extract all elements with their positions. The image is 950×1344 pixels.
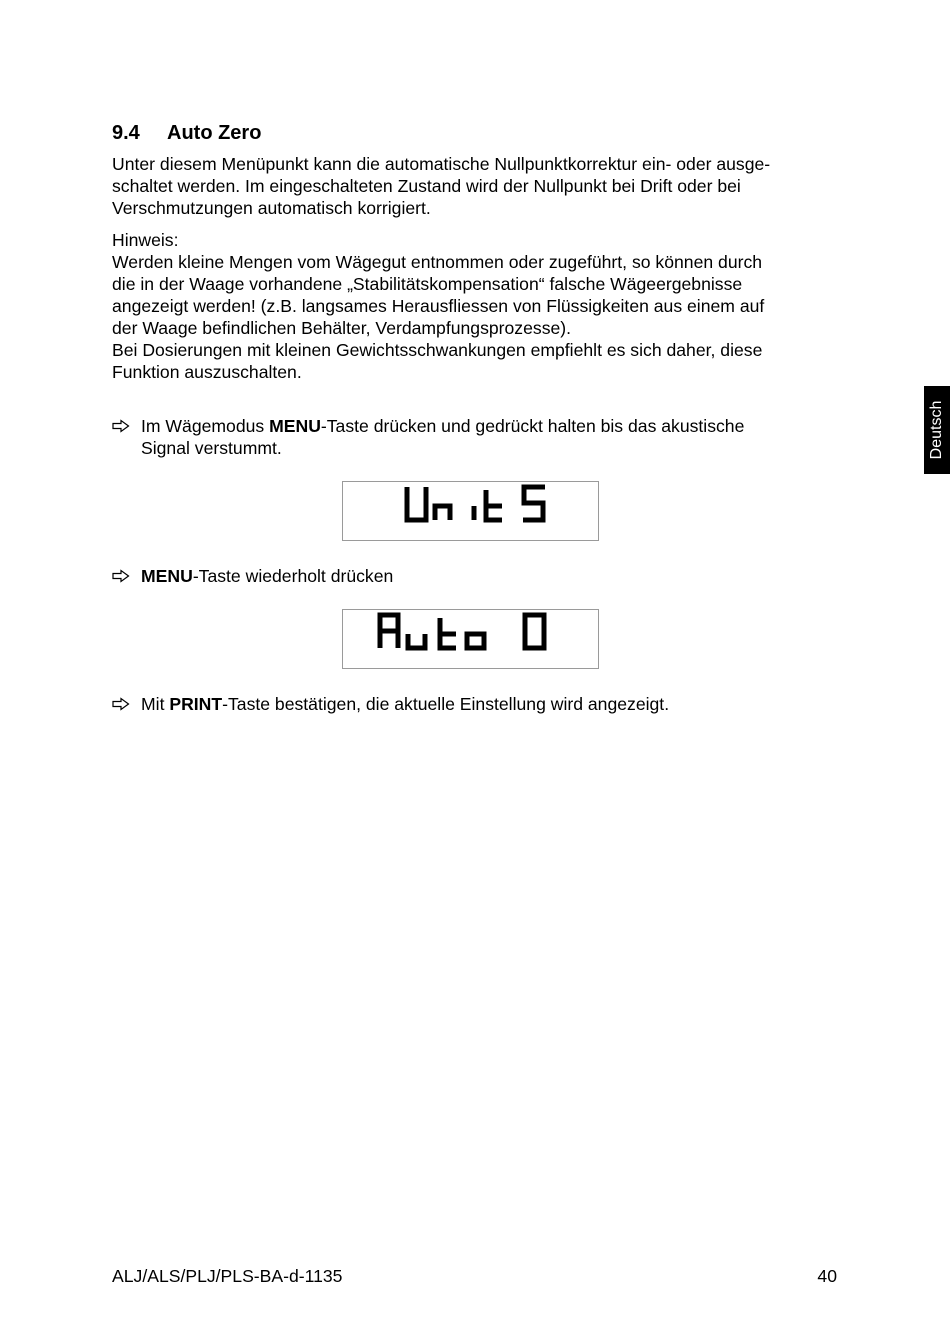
step-text: Mit PRINT-Taste bestätigen, die aktuelle Einstellung wird angezeigt. bbox=[141, 694, 670, 714]
footer-doc-id: ALJ/ALS/PLJ/PLS-BA-d-1135 bbox=[112, 1266, 343, 1286]
section-title: Auto Zero bbox=[167, 122, 262, 144]
language-tab-label: Deutsch bbox=[928, 400, 945, 460]
note-line: Funktion auszuschalten. bbox=[112, 362, 302, 382]
note-line: Werden kleine Mengen vom Wägegut entnommen oder zugeführt, so können durch bbox=[112, 252, 763, 272]
note-line: die in der Waage vorhandene „Stabilitätskompensation“ falsche Wägeergebnisse bbox=[112, 274, 743, 294]
step-3 bbox=[112, 693, 842, 715]
lcd-readout bbox=[343, 482, 598, 540]
lcd-readout bbox=[343, 610, 598, 668]
arrow-right-icon bbox=[112, 569, 130, 583]
key-menu: MENU bbox=[141, 566, 193, 586]
note-label: Hinweis: bbox=[112, 230, 179, 250]
intro-line: schaltet werden. Im eingeschalteten Zustand wird der Nullpunkt bei Drift oder bei bbox=[112, 176, 741, 196]
intro-paragraph bbox=[112, 153, 842, 219]
key-print: PRINT bbox=[169, 694, 223, 714]
section-heading bbox=[112, 122, 261, 145]
intro-line: Unter diesem Menüpunkt kann die automatische Nullpunktkorrektur ein- oder ausge- bbox=[112, 154, 771, 174]
footer-page-number: 40 bbox=[817, 1266, 837, 1286]
step-2 bbox=[112, 565, 842, 587]
lcd-display-auto-zero bbox=[342, 609, 599, 669]
lcd-display-units bbox=[342, 481, 599, 541]
note-line: Bei Dosierungen mit kleinen Gewichtsschwankungen empfiehlt es sich daher, diese bbox=[112, 340, 763, 360]
step-1 bbox=[112, 415, 842, 459]
step-text: MENU-Taste wiederholt drücken bbox=[141, 566, 394, 586]
step-text: Im Wägemodus MENU-Taste drücken und gedrückt halten bis das akustische Signal verstummt. bbox=[141, 416, 745, 458]
note-line: der Waage befindlichen Behälter, Verdampfungsprozesse). bbox=[112, 318, 572, 338]
arrow-right-icon bbox=[112, 419, 130, 433]
key-menu: MENU bbox=[269, 416, 321, 436]
arrow-right-icon bbox=[112, 697, 130, 711]
note-paragraph bbox=[112, 229, 842, 383]
intro-line: Verschmutzungen automatisch korrigiert. bbox=[112, 198, 431, 218]
note-line: angezeigt werden! (z.B. langsames Herausfliessen von Flüssigkeiten aus einem auf bbox=[112, 296, 765, 316]
language-tab bbox=[924, 386, 950, 474]
section-number: 9.4 bbox=[112, 122, 140, 144]
